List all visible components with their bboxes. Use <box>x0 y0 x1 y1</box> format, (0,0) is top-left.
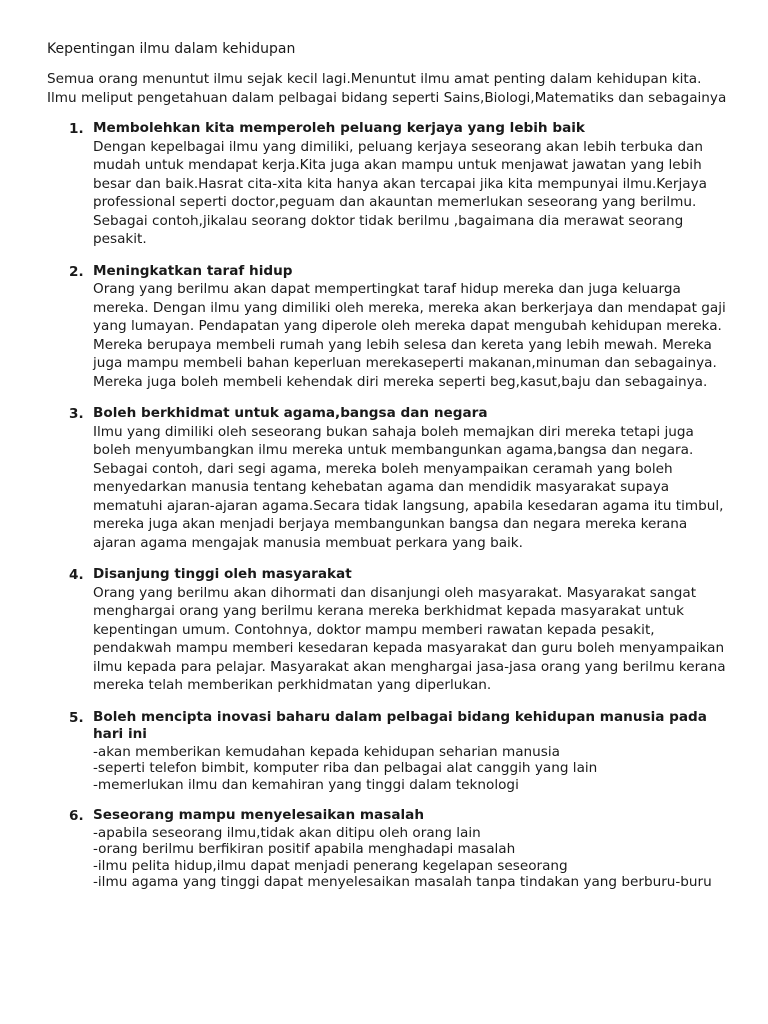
section-number: 2. <box>69 263 84 280</box>
section-heading: Disanjung tinggi oleh masyarakat <box>93 566 352 582</box>
section-line: -memerlukan ilmu dan kemahiran yang tinggi dalam teknologi <box>93 776 519 793</box>
section-item-2 <box>47 263 728 392</box>
section-line: -orang berilmu berfikiran positif apabila menghadapi masalah <box>93 841 516 857</box>
section-body: Dengan kepelbagai ilmu yang dimiliki, peluang kerjaya seseorang akan lebih terbuka dan mudah untuk mendapat kerja.Kita juga akan mampu untuk menjawat jawatan yang lebih besar dan baik.Hasrat cita-xita kita hanya akan tercapai jika kita mempunyai ilmu.Kerjaya professional seperti doctor,peguam dan akauntan memerlukan seseorang yang berilmu. Sebagai contoh,jikalau seorang doktor tidak berilmu ,bagaimana dia merawat seorang pesakit. <box>93 138 707 247</box>
section-item-1 <box>47 120 728 249</box>
section-line: -apabila seseorang ilmu,tidak akan ditipu oleh orang lain <box>93 824 481 841</box>
section-list <box>47 120 728 891</box>
section-line: -ilmu agama yang tinggi dapat menyelesaikan masalah tanpa tindakan yang berburu-buru <box>93 874 712 890</box>
section-heading: Membolehkan kita memperoleh peluang kerjaya yang lebih baik <box>93 120 585 136</box>
intro-paragraph: Semua orang menuntut ilmu sejak kecil lagi.Menuntut ilmu amat penting dalam kehidupan kita. Ilmu meliput pengetahuan dalam pelbagai bidang seperti Sains,Biologi,Matematiks dan sebagainya <box>47 71 727 106</box>
section-number: 1. <box>69 121 84 137</box>
section-item-5 <box>47 709 728 794</box>
section-line: -akan memberikan kemudahan kepada kehidupan seharian manusia <box>93 743 560 760</box>
section-line: -seperti telefon bimbit, komputer riba dan pelbagai alat canggih yang lain <box>93 760 598 776</box>
section-body: Orang yang berilmu akan dihormati dan disanjungi oleh masyarakat. Masyarakat sangat menghargai orang yang berilmu kerana mereka berkhidmat kepada masyarakat untuk kepentingan umum. Contohnya, doktor mampu memberi rawatan kepada pesakit, pendakwah mampu memberi kesedaran kepada masyarakat dan guru boleh menyampaikan ilmu kepada para pelajar. Masyarakat akan menghargai jasa-jasa orang yang berilmu kerana mereka telah memberikan perkhidmatan yang diperlukan. <box>93 584 726 693</box>
section-line: -ilmu pelita hidup,ilmu dapat menjadi penerang kegelapan seseorang <box>93 857 568 874</box>
section-body: Ilmu yang dimiliki oleh seseorang bukan sahaja boleh memajkan diri mereka tetapi juga boleh menyumbangkan ilmu mereka untuk membangunkan agama,bangsa dan negara. Sebagai contoh, dari segi agama, mereka boleh menyampaikan ceramah yang boleh menyedarkan manusia tentang kehebatan agama dan mendidik masyarakat supaya mematuhi ajaran-ajaran agama.Secara tidak langsung, apabila kesedaran agama itu timbul, mereka juga akan menjadi berjaya membangunkan bangsa dan negara mereka kerana ajaran agama mengajak manusia membuat perkara yang baik. <box>93 423 724 551</box>
section-item-4 <box>47 566 728 695</box>
section-number: 6. <box>69 808 84 824</box>
section-item-6 <box>47 807 728 891</box>
document-title: Kepentingan ilmu dalam kehidupan <box>47 41 296 57</box>
section-heading: Boleh mencipta inovasi baharu dalam pelbagai bidang kehidupan manusia pada hari ini <box>93 708 707 742</box>
section-heading: Seseorang mampu menyelesaikan masalah <box>93 807 425 823</box>
section-number: 4. <box>69 567 84 583</box>
section-number: 3. <box>69 406 84 422</box>
section-item-3 <box>47 405 728 552</box>
section-heading: Boleh berkhidmat untuk agama,bangsa dan negara <box>93 405 488 421</box>
section-body: Orang yang berilmu akan dapat mempertingkat taraf hidup mereka dan juga keluarga mereka. Dengan ilmu yang dimiliki oleh mereka, mereka akan berkerjaya dan mendapat gaji yang lumayan. Pendapatan yang diperole oleh mereka dapat mengubah kehidupan mereka. Mereka berupaya membeli rumah yang lebih selesa dan kereta yang lebih mewah. Mereka juga mampu membeli bahan keperluan merekaseperti makanan,minuman dan sebagainya. Mereka juga boleh membeli kehendak diri mereka seperti beg,kasut,baju dan sebagainya. <box>93 281 726 390</box>
section-number: 5. <box>69 709 84 726</box>
section-heading: Meningkatkan taraf hidup <box>93 262 293 279</box>
